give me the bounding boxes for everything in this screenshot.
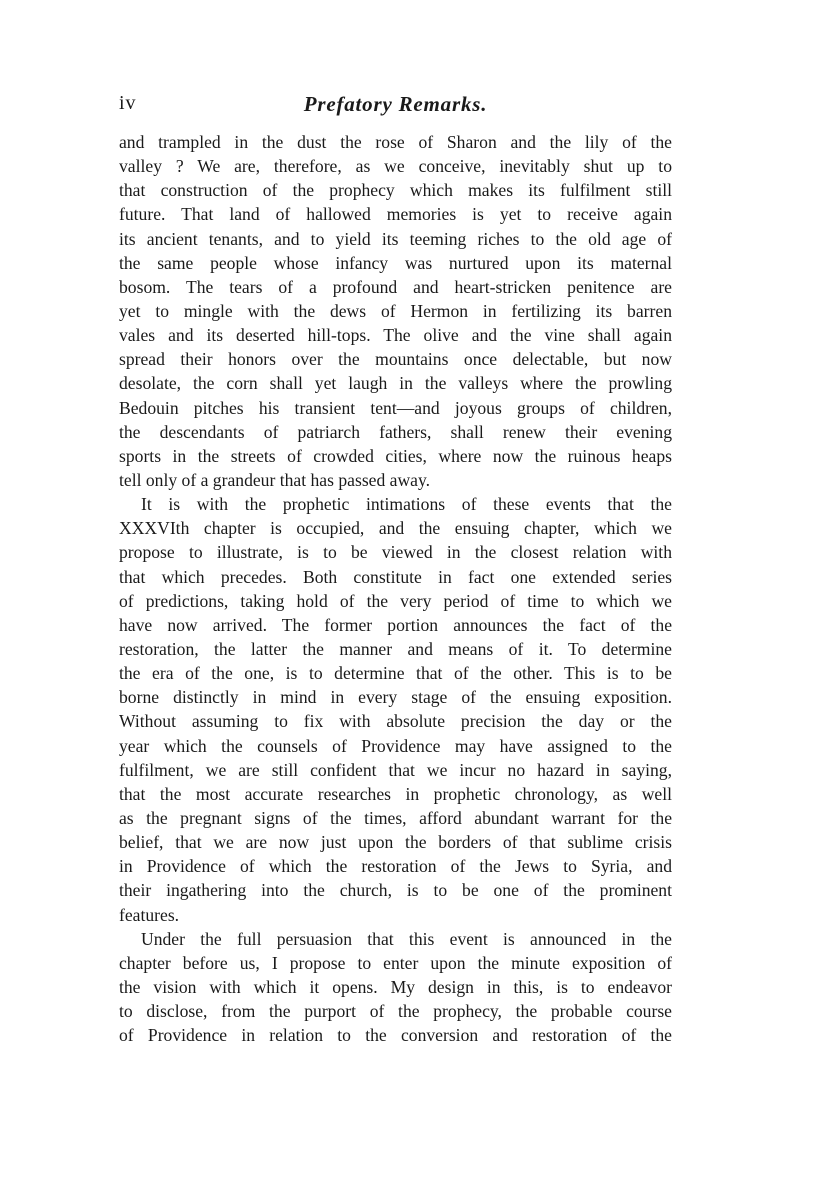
text-line: bosom. The tears of a profound and heart-stricken penitence are	[119, 276, 672, 297]
body-text	[119, 130, 672, 1047]
text-line: of Providence in relation to the conversion and restoration of the	[119, 1025, 672, 1046]
paragraph-start-line: It is with the prophetic intimations of these events that the	[141, 494, 672, 515]
paragraph-end-line: features.	[119, 904, 180, 925]
paragraph-end-line: tell only of a grandeur that has passed away.	[119, 469, 431, 490]
text-line: to disclose, from the purport of the prophecy, the probable course	[119, 1001, 672, 1022]
text-line: fulfilment, we are still confident that we incur no hazard in saying,	[119, 759, 672, 780]
text-line: Without assuming to fix with absolute precision the day or the	[119, 711, 672, 732]
paragraph-start-line: Under the full persuasion that this event is announced in the	[141, 928, 672, 949]
text-line: the same people whose infancy was nurtured upon its maternal	[119, 252, 672, 273]
text-line: spread their honors over the mountains once delectable, but now	[119, 349, 672, 370]
text-line: that which precedes. Both constitute in fact one extended series	[119, 566, 672, 587]
text-line: Bedouin pitches his transient tent—and joyous groups of children,	[119, 397, 672, 418]
text-line: belief, that we are now just upon the borders of that sublime crisis	[119, 832, 672, 853]
running-title: Prefatory Remarks.	[303, 92, 488, 116]
text-line: yet to mingle with the dews of Hermon in fertilizing its barren	[119, 300, 672, 321]
text-line: in Providence of which the restoration of the Jews to Syria, and	[119, 856, 672, 877]
text-line: its ancient tenants, and to yield its teeming riches to the old age of	[119, 228, 672, 249]
text-line: sports in the streets of crowded cities, where now the ruinous heaps	[119, 445, 672, 466]
text-line: vales and its deserted hill-tops. The olive and the vine shall again	[119, 325, 672, 346]
text-line: of predictions, taking hold of the very period of time to which we	[119, 590, 672, 611]
text-line: their ingathering into the church, is to be one of the prominent	[119, 880, 672, 901]
text-line: the era of the one, is to determine that of the other. This is to be	[119, 663, 672, 684]
text-line: future. That land of hallowed memories is yet to receive again	[119, 204, 672, 225]
text-line: and trampled in the dust the rose of Sharon and the lily of the	[119, 132, 672, 152]
text-line: desolate, the corn shall yet laugh in the valleys where the prowling	[119, 373, 672, 394]
text-line: chapter before us, I propose to enter upon the minute exposition of	[119, 952, 672, 973]
text-line: valley ? We are, therefore, as we conceive, inevitably shut up to	[119, 156, 672, 177]
text-line: that the most accurate researches in prophetic chronology, as well	[119, 783, 672, 804]
text-line: have now arrived. The former portion announces the fact of the	[119, 614, 672, 635]
text-line: borne distinctly in mind in every stage of the ensuing exposition.	[119, 687, 672, 708]
text-line: XXXVIth chapter is occupied, and the ensuing chapter, which we	[119, 518, 672, 539]
text-line: propose to illustrate, is to be viewed in the closest relation with	[119, 542, 672, 563]
text-line: the vision with which it opens. My design in this, is to endeavor	[119, 976, 672, 997]
text-line: year which the counsels of Providence may have assigned to the	[119, 735, 672, 756]
page-number: iv	[119, 92, 137, 114]
text-line: as the pregnant signs of the times, afford abundant warrant for the	[119, 807, 672, 828]
text-line: that construction of the prophecy which makes its fulfilment still	[119, 180, 672, 201]
page-header	[119, 92, 672, 122]
text-line: restoration, the latter the manner and means of it. To determine	[119, 638, 672, 659]
text-line: the descendants of patriarch fathers, shall renew their evening	[119, 421, 672, 442]
